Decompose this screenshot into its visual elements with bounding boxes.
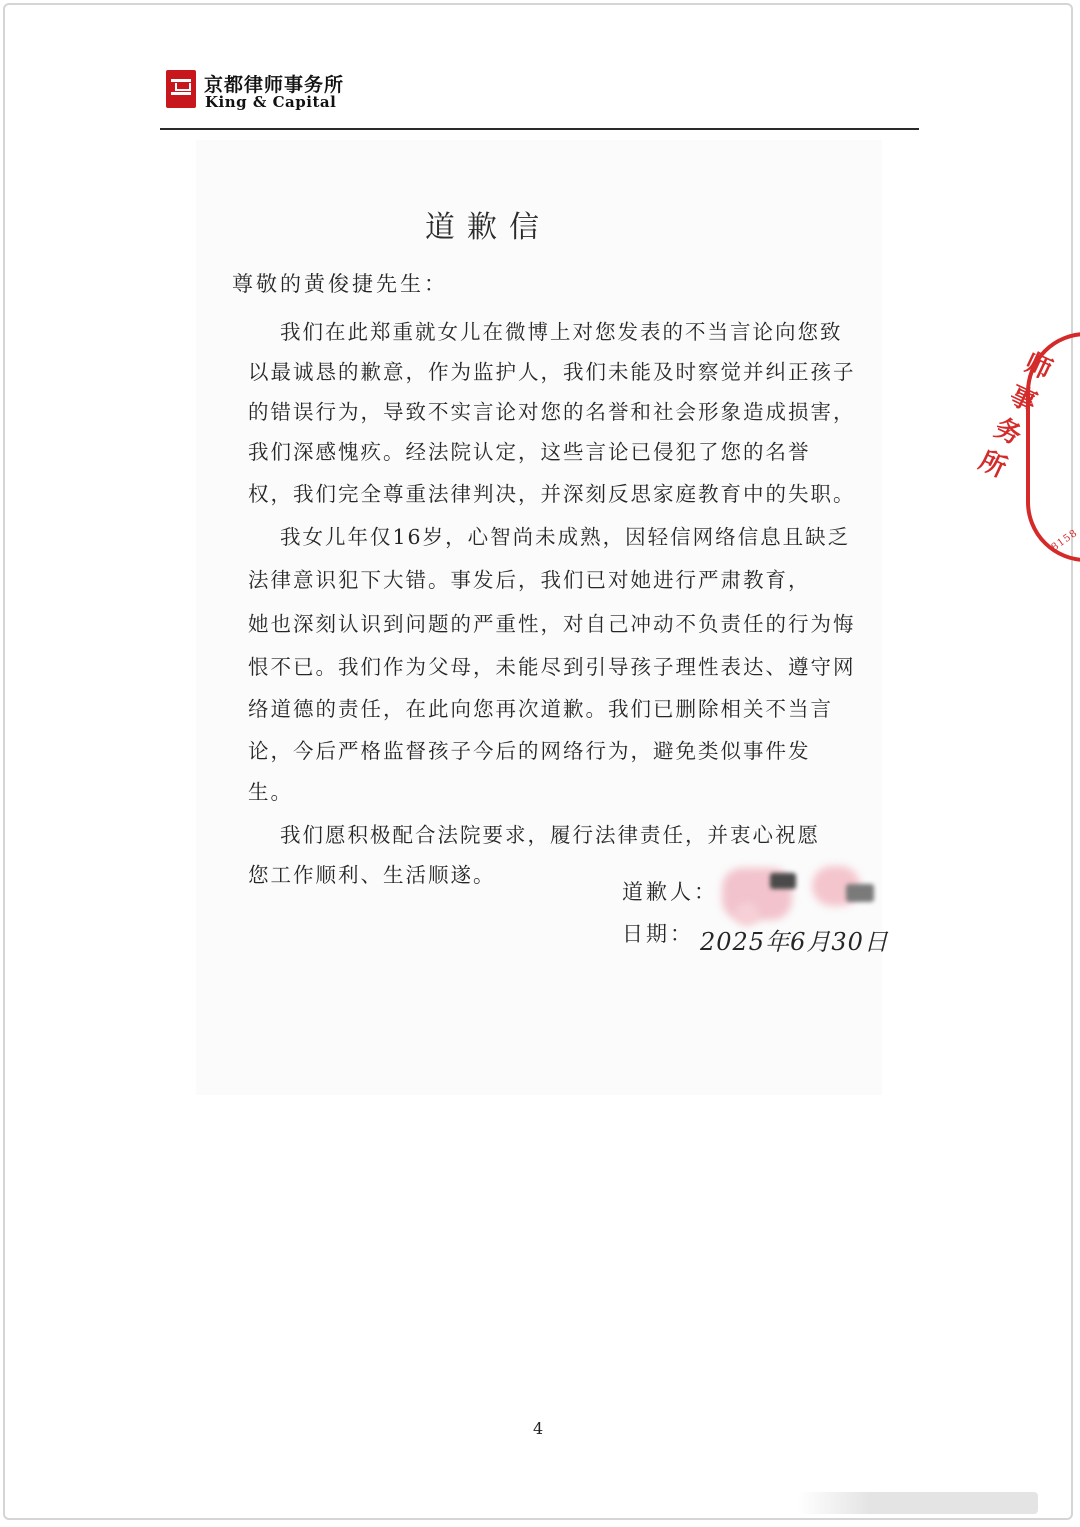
letter-line: 络道德的责任，在此向您再次道歉。我们已删除相关不当言 (248, 697, 833, 721)
date-value: 2025年6月30日 (700, 928, 889, 956)
letter-line: 我们深感愧疚。经法院认定，这些言论已侵犯了您的名誉 (248, 440, 811, 464)
redacted-name-blur (846, 884, 874, 902)
letter-line: 恨不已。我们作为父母，未能尽到引导孩子理性表达、遵守网 (248, 655, 856, 679)
firm-name-cn: 京都律师事务所 (204, 74, 345, 96)
signature-label: 道歉人： (622, 880, 718, 904)
seal-text: 师事务所 (974, 347, 1057, 484)
firm-name-en: King & Capital (205, 93, 337, 111)
redacted-name-blur (770, 873, 796, 889)
firm-logo (166, 70, 196, 108)
header-divider (160, 128, 919, 130)
letter-line: 我们愿积极配合法院要求，履行法律责任，并衷心祝愿 (280, 823, 820, 847)
letter-line: 生。 (248, 780, 293, 804)
letterhead (166, 70, 926, 130)
date-label: 日期： (622, 922, 694, 946)
letter-line: 以最诚恳的歉意，作为监护人，我们未能及时察觉并纠正孩子 (248, 360, 856, 384)
letter-line: 论，今后严格监督孩子今后的网络行为，避免类似事件发 (248, 739, 811, 763)
letter-salutation: 尊敬的黄俊捷先生： (232, 272, 448, 296)
letter-line: 您工作顺利、生活顺遂。 (248, 863, 496, 887)
letter-line: 我们在此郑重就女儿在微博上对您发表的不当言论向您致 (280, 320, 843, 344)
seal-number: 8158 (1049, 527, 1080, 554)
letter-line: 权，我们完全尊重法律判决，并深刻反思家庭教育中的失职。 (248, 482, 856, 506)
letter-line: 我女儿年仅16岁，心智尚未成熟，因轻信网络信息且缺乏 (280, 525, 851, 549)
page-number: 4 (533, 1419, 544, 1438)
watermark (798, 1492, 1038, 1514)
letter-line: 她也深刻认识到问题的严重性，对自己冲动不负责任的行为悔 (248, 612, 856, 636)
letter-title: 道歉信 (425, 210, 551, 245)
letter-line: 法律意识犯下大错。事发后，我们已对她进行严肃教育， (248, 568, 811, 592)
letter-line: 的错误行为，导致不实言论对您的名誉和社会形象造成损害， (248, 400, 856, 424)
